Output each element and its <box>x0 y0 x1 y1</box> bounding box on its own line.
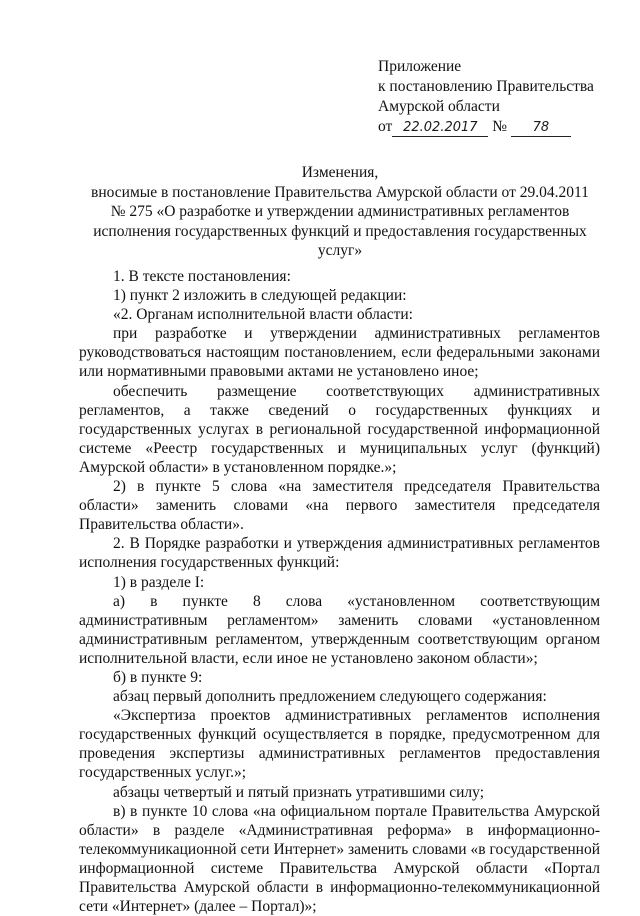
annex-number-label: № <box>492 118 507 135</box>
paragraph: абзац первый дополнить предложением следующего содержания: <box>113 688 547 706</box>
document-body <box>79 267 600 916</box>
paragraph: в) в пункте 10 слова «на официальном портале Правительства Амурской области» в разделе «Административная реформа» в информационно-телекоммуникационной сети Интернет» заменить словами «в государственной информационной системе Правительства Амурской области «Портал Правительства Амурской области в информационно-телекоммуникационной сети «Интернет» (далее – Портал)»; <box>79 802 600 916</box>
paragraph: 2) в пункте 5 слова «на заместителя председателя Правительства области» заменить словами «на первого заместителя председателя Правительства области». <box>79 478 600 534</box>
paragraph: обеспечить размещение соответствующих административных регламентов, а также сведений о государственных функциях и государственных услугах в региональной государственной информационной системе «Реестр государственных и муниципальных услуг (функций) Амурской области» в установленном порядке.»; <box>79 382 600 476</box>
paragraph: 1) в разделе I: <box>113 573 205 591</box>
title-line-5: услуг» <box>317 242 363 259</box>
handwritten-date: 22.02.2017 <box>392 120 488 137</box>
annex-resolution-ref: к постановлению Правительства <box>378 78 594 95</box>
title-line-3: № 275 «О разработке и утверждении административных регламентов <box>110 203 570 220</box>
paragraph: б) в пункте 9: <box>113 668 203 686</box>
annex-header <box>378 57 628 137</box>
annex-date-number-line <box>378 117 628 137</box>
paragraph: абзацы четвертый и пятый признать утратившими силу; <box>113 783 485 801</box>
paragraph: при разработке и утверждении административных регламентов руководствоваться настоящим постановлением, если федеральными законами или нормативными правовыми актами не установлено иное; <box>79 325 600 381</box>
paragraph: 1. В тексте постановления: <box>113 268 291 285</box>
paragraph: 2. В Порядке разработки и утверждения административных регламентов исполнения государственных функций: <box>79 535 600 572</box>
title-line-2: вносимые в постановление Правительства Амурской области от 29.04.2011 <box>91 183 589 201</box>
title-line-4: исполнения государственных функций и предоставления государственных <box>93 222 587 240</box>
paragraph: а) в пункте 8 слова «установленном соответствующим административным регламентом» заменить словами «установленном административным регламентом, утвержденным соответствующим органом исполнительной власти, если иное не установлено законом области»; <box>79 592 600 667</box>
document-title <box>80 163 600 261</box>
paragraph: «Экспертиза проектов административных регламентов исполнения государственных функций осуществляется в порядке, предусмотренном для проведения экспертизы административных регламентов предоставления государственных услуг.»; <box>79 707 600 782</box>
annex-region: Амурской области <box>378 98 500 115</box>
annex-label: Приложение <box>378 58 462 75</box>
paragraph: «2. Органам исполнительной власти области: <box>113 306 413 324</box>
annex-from-label: от <box>378 118 393 135</box>
title-line-1: Изменения, <box>301 164 379 181</box>
paragraph: 1) пункт 2 изложить в следующей редакции: <box>113 287 407 305</box>
handwritten-number: 78 <box>511 120 571 137</box>
